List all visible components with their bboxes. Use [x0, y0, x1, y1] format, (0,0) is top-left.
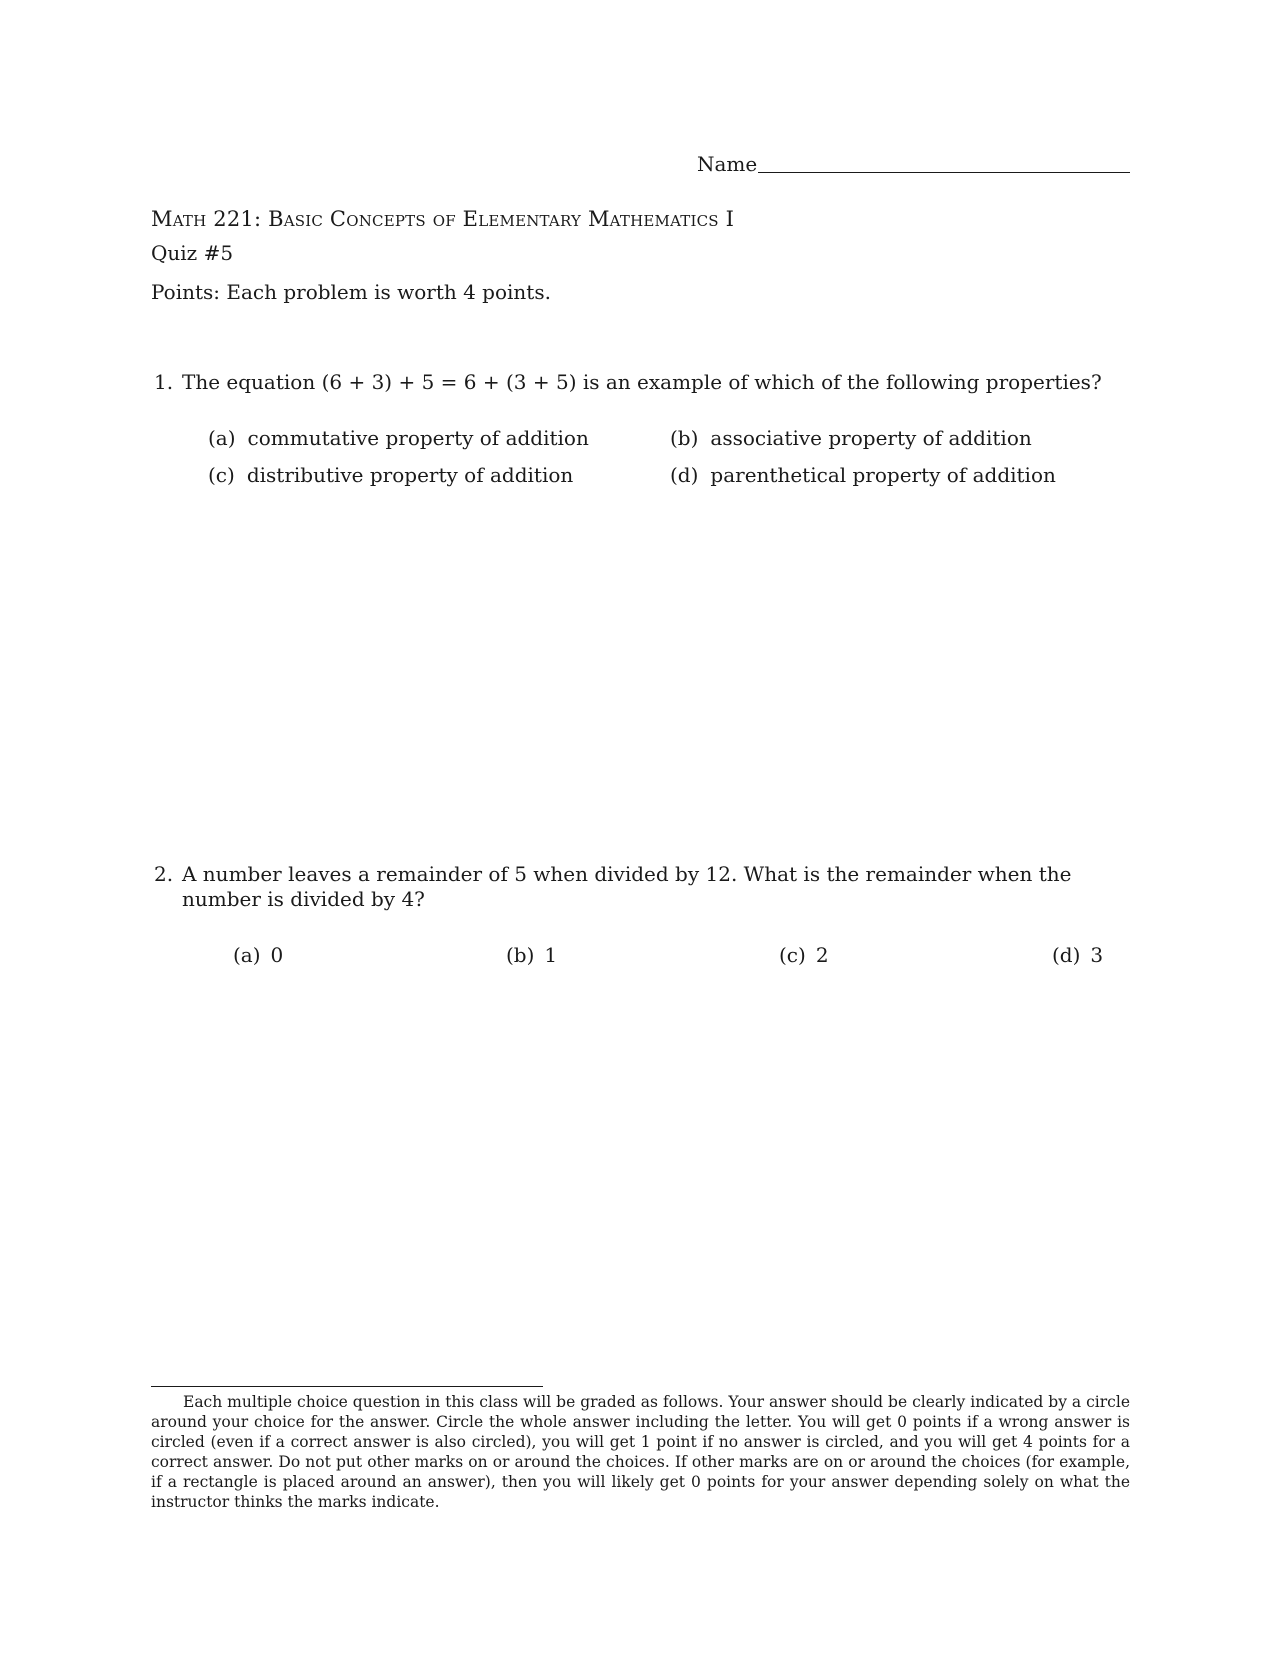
question-2-choice-c[interactable] — [779, 943, 829, 967]
choice-letter: (a) — [208, 426, 236, 450]
question-2-choice-a[interactable] — [233, 943, 283, 967]
choice-text: 0 — [270, 943, 284, 967]
choice-letter: (b) — [670, 426, 699, 450]
question-2-number: 2. — [154, 862, 174, 886]
choice-letter: (b) — [506, 943, 535, 967]
choice-text: 1 — [544, 943, 558, 967]
choice-text: distributive property of addition — [246, 463, 574, 487]
question-1-number: 1. — [154, 370, 174, 394]
choice-text: 3 — [1090, 943, 1104, 967]
question-1-choice-b[interactable] — [670, 426, 1032, 450]
choice-letter: (c) — [779, 943, 806, 967]
choice-text: associative property of addition — [710, 426, 1032, 450]
question-1-choice-d[interactable] — [670, 463, 1056, 487]
choice-letter: (c) — [208, 463, 235, 487]
name-label: Name — [697, 152, 758, 176]
course-title: Math 221: Basic Concepts of Elementary Mathematics I — [151, 207, 735, 231]
question-1-text: The equation (6 + 3) + 5 = 6 + (3 + 5) is an example of which of the following properties? — [182, 370, 1102, 394]
question-2-choice-d[interactable] — [1052, 943, 1103, 967]
choice-letter: (a) — [233, 943, 261, 967]
choice-text: parenthetical property of addition — [710, 463, 1056, 487]
question-1-choice-a[interactable] — [208, 426, 589, 450]
choice-text: 2 — [815, 943, 829, 967]
question-2-text: A number leaves a remainder of 5 when divided by 12. What is the remainder when the number is divided by 4? — [182, 862, 1072, 911]
quiz-title: Quiz #5 — [151, 241, 234, 265]
points-statement: Points: Each problem is worth 4 points. — [151, 280, 551, 304]
question-1-choice-c[interactable] — [208, 463, 573, 487]
choice-text: commutative property of addition — [247, 426, 589, 450]
grading-footnote: Each multiple choice question in this class will be graded as follows. Your answer should be clearly indicated by a circle around your choice for the answer. Circle the whole answer including the letter. You will get 0 points if a wrong answer is circled (even if a correct answer is also circled), you will get 1 point if no answer is circled, and you will get 4 points for a correct answer. Do not put other marks on or around the choices. If other marks are on or around the choices (for example, if a rectangle is placed around an answer), then you will likely get 0 points for your answer depending solely on what the instructor thinks the marks indicate. — [151, 1393, 1130, 1511]
name-field[interactable] — [758, 172, 1130, 173]
choice-letter: (d) — [1052, 943, 1081, 967]
question-2-choice-b[interactable] — [506, 943, 557, 967]
choice-letter: (d) — [670, 463, 699, 487]
footnote-rule — [151, 1386, 543, 1387]
